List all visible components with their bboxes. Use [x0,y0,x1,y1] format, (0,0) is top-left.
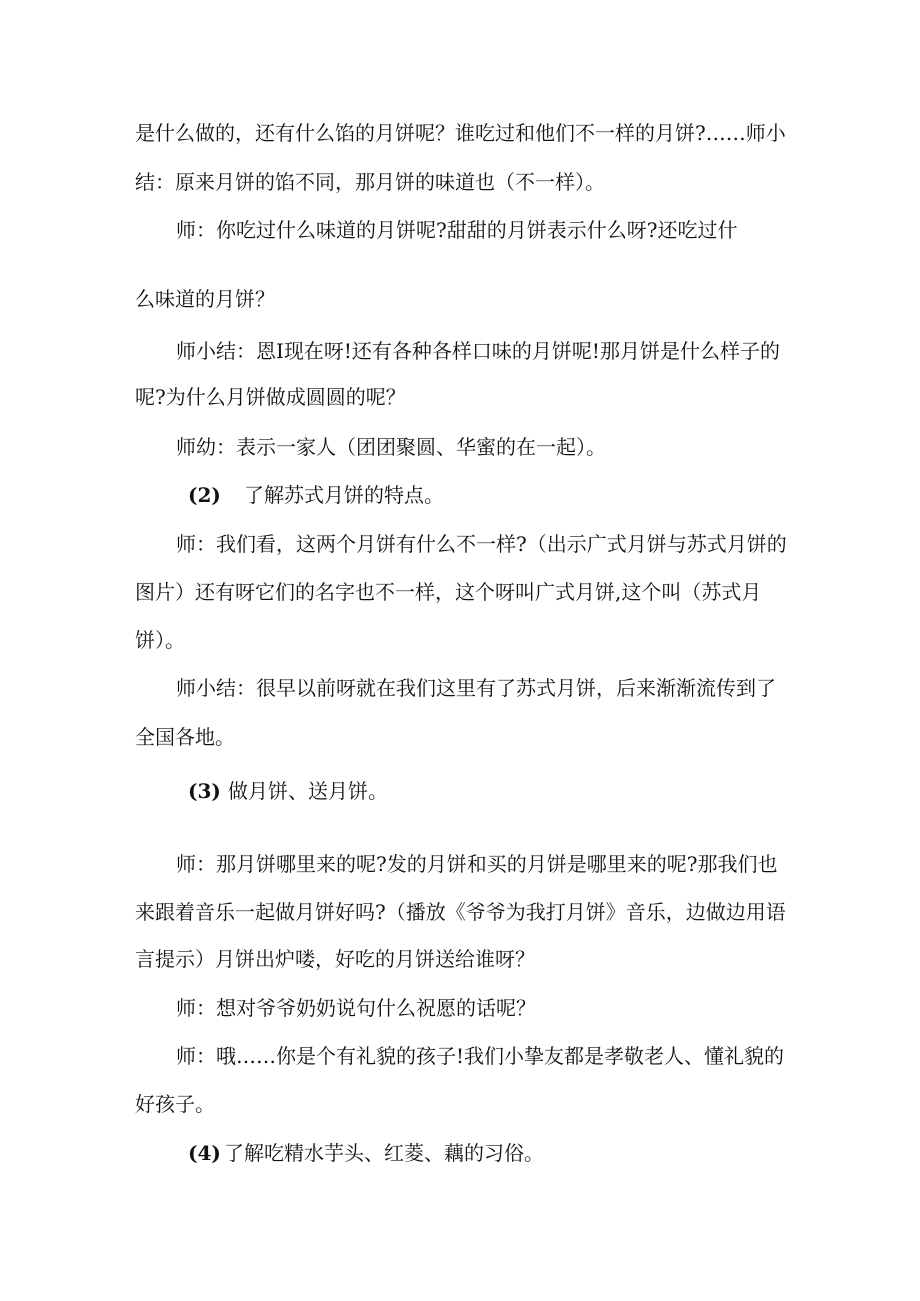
paragraph-line-15: 言提示）月饼出炉喽，好吃的月饼送给谁呀？ [135,947,535,971]
paragraph-line-2: 结：原来月饼的馅不同，那月饼的味道也（不一样）。 [135,170,605,194]
paragraph-line-17: 师：哦……你是个有礼貌的孩子!我们小挚友都是孝敬老人、懂礼貌的 [176,1044,785,1068]
section-number-2: (2) [188,483,221,507]
paragraph-line-5: 师小结：恩I现在呀!还有各种各样口味的月饼呢!那月饼是什么样子的 [176,339,780,363]
paragraph-line-8: 师：我们看，这两个月饼有什么不一样?（出示广式月饼与苏式月饼的 [176,532,787,556]
paragraph-line-4: 么味道的月饼？ [135,287,275,311]
paragraph-line-11: 师小结：很早以前呀就在我们这里有了苏式月饼，后来渐渐流传到了 [176,676,776,700]
section-heading-4: 了解吃精水芋头、红菱、藕的习俗。 [224,1141,544,1165]
paragraph-line-10: 饼）。 [135,628,185,652]
paragraph-line-1: 是什么做的，还有什么馅的月饼呢？谁吃过和他们不一样的月饼?……师小 [135,121,786,145]
paragraph-line-13: 师：那月饼哪里来的呢?发的月饼和买的月饼是哪里来的呢?那我们也 [176,852,778,876]
paragraph-line-16: 师：想对爷爷奶奶说句什么祝愿的话呢？ [176,996,536,1020]
paragraph-line-9: 图片）还有呀它们的名字也不一样，这个呀叫广式月饼,这个叫（苏式月 [135,580,762,604]
paragraph-line-14: 来跟着音乐一起做月饼好吗?（播放《爷爷为我打月饼》音乐，边做边用语 [135,900,786,924]
section-heading-3: 做月饼、送月饼。 [228,779,388,803]
paragraph-line-3: 师：你吃过什么味道的月饼呢?甜甜的月饼表示什么呀?还吃过什 [176,218,738,242]
paragraph-line-12: 全国各地。 [135,725,235,749]
paragraph-line-7: 师幼：表示一家人（团团聚圆、华蜜的在一起）。 [176,435,606,459]
section-heading-2: 了解苏式月饼的特点。 [244,483,444,507]
paragraph-line-6: 呢?为什么月饼做成圆圆的呢？ [135,385,406,409]
paragraph-line-18: 好孩子。 [135,1092,215,1116]
section-number-4: (4) [188,1141,221,1165]
section-number-3: (3) [188,779,221,803]
